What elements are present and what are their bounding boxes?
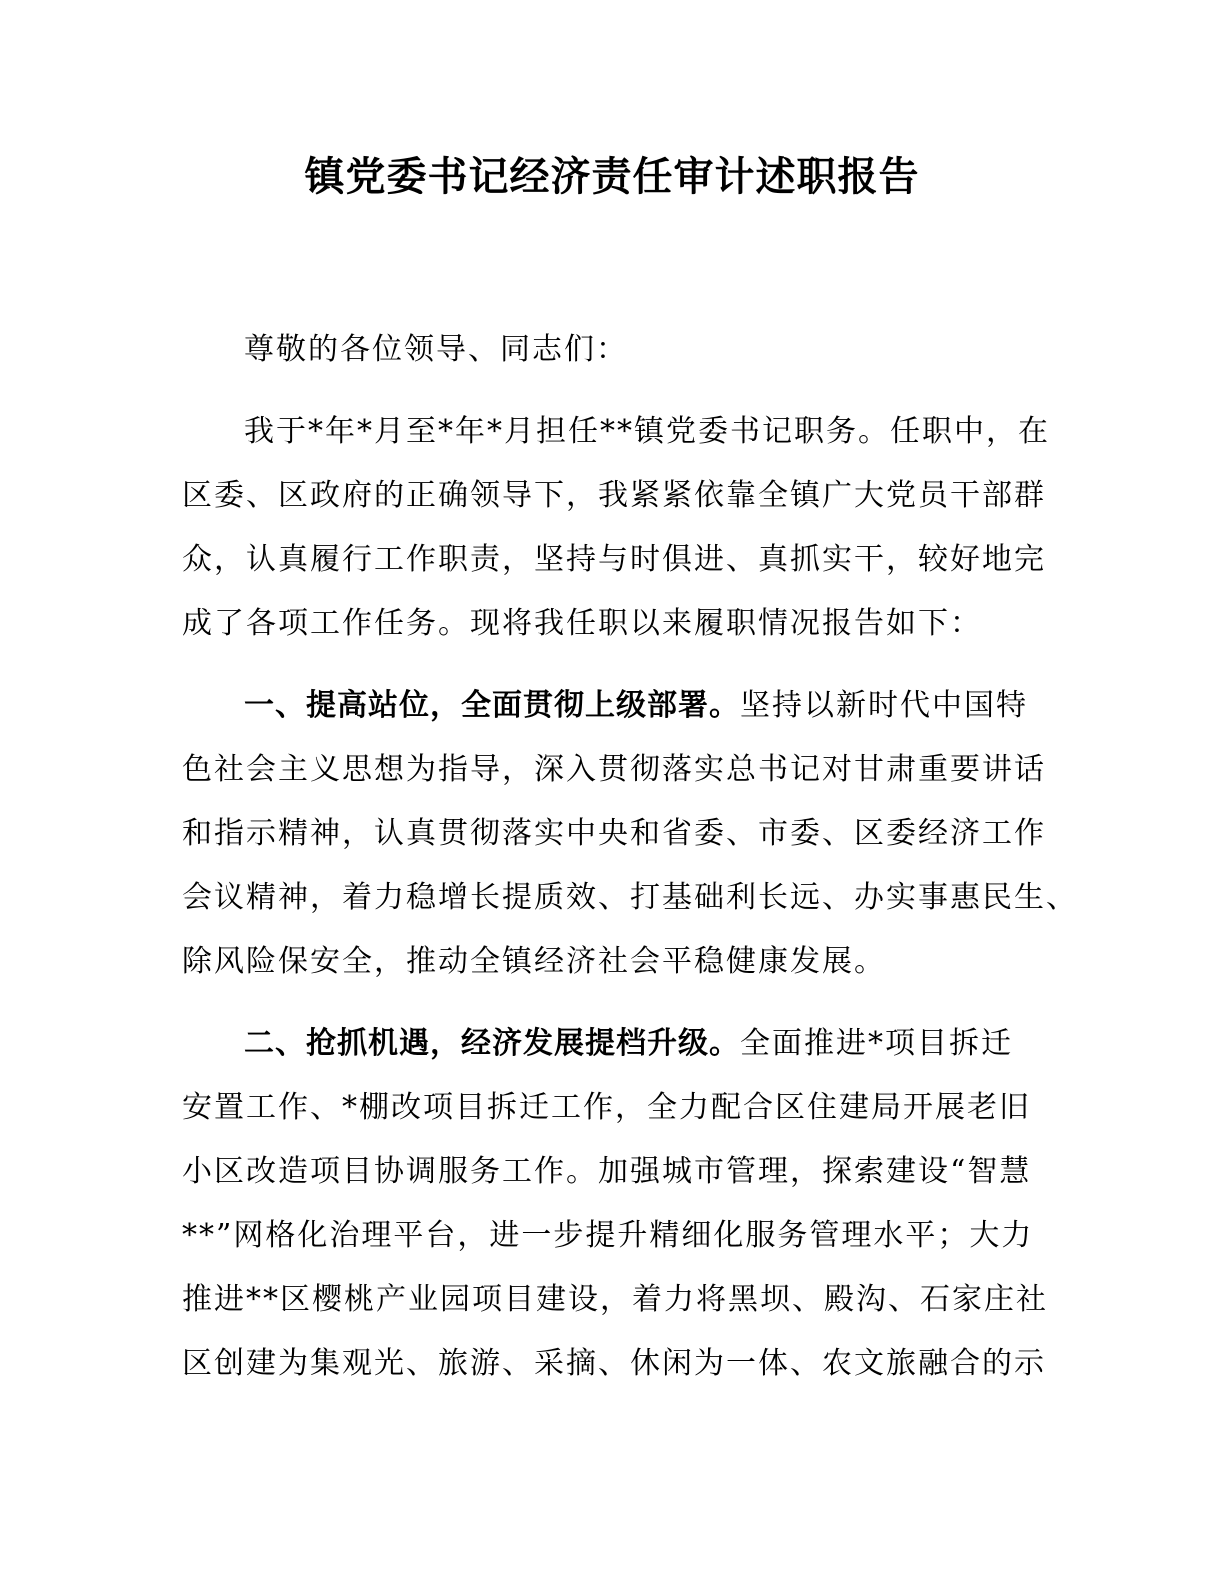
paragraph-gap — [182, 382, 1042, 400]
intro-paragraph — [182, 400, 1050, 656]
section-two-line: 区创建为集观光、旅游、采摘、休闲为一体、农文旅融合的示 — [182, 1346, 1046, 1381]
section-one-text: 坚持以新时代中国特 — [740, 688, 1028, 723]
section-two-first-line — [182, 1012, 1042, 1076]
section-one-line: 除风险保安全，推动全镇经济社会平稳健康发展。 — [182, 944, 886, 979]
intro-line: 众，认真履行工作职责，坚持与时俱进、真抓实干，较好地完 — [182, 542, 1046, 577]
paragraph-gap — [182, 656, 1042, 674]
section-one-line: 和指示精神，认真贯彻落实中央和省委、市委、区委经济工作 — [182, 816, 1046, 851]
section-one-line: 会议精神，着力稳增长提质效、打基础利长远、办实事惠民生、 — [182, 880, 1078, 915]
document-body — [182, 318, 1078, 1396]
section-two-heading: 二、抢抓机遇，经济发展提档升级。 — [244, 1026, 740, 1061]
section-two-paragraph — [182, 1012, 1048, 1396]
section-two-line: 安置工作、*棚改项目拆迁工作，全力配合区住建局开展老旧 — [182, 1090, 1031, 1125]
section-two-line: **”网格化治理平台，进一步提升精细化服务管理水平；大力 — [182, 1218, 1034, 1253]
section-one-line: 色社会主义思想为指导，深入贯彻落实总书记对甘肃重要讲话 — [182, 752, 1046, 787]
section-two-line: 推进**区樱桃产业园项目建设，着力将黑坝、殿沟、石家庄社 — [182, 1282, 1048, 1317]
intro-line: 成了各项工作任务。现将我任职以来履职情况报告如下： — [182, 606, 982, 641]
section-two-text: 全面推进*项目拆迁 — [740, 1026, 1013, 1061]
intro-line: 我于*年*月至*年*月担任**镇党委书记职务。任职中，在 — [244, 414, 1050, 449]
section-one-paragraph — [182, 674, 1078, 994]
intro-line: 区委、区政府的正确领导下，我紧紧依靠全镇广大党员干部群 — [182, 478, 1046, 513]
section-two-line: 小区改造项目协调服务工作。加强城市管理，探索建设“智慧 — [182, 1154, 1032, 1189]
paragraph-gap — [182, 994, 1042, 1012]
section-one-heading: 一、提高站位，全面贯彻上级部署。 — [244, 688, 740, 723]
document-title: 镇党委书记经济责任审计述职报告 — [304, 154, 920, 200]
salutation: 尊敬的各位领导、同志们： — [244, 332, 628, 367]
section-one-first-line — [182, 674, 1042, 738]
